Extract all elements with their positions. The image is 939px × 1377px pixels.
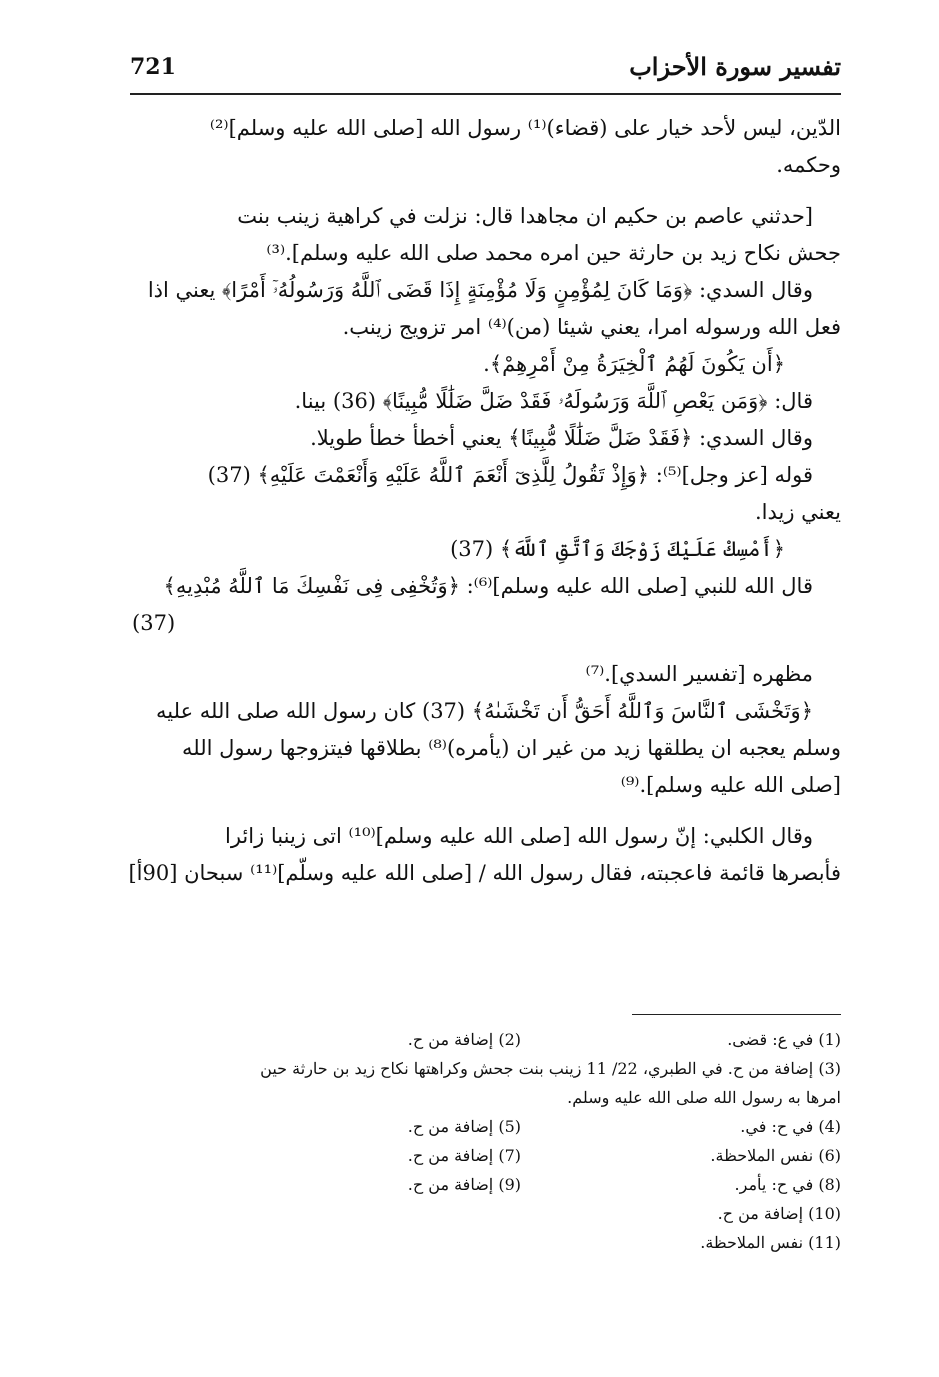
footnote-row: [132, 1054, 841, 1083]
footnote: (4) في ح: في.: [740, 1117, 841, 1136]
footnote: (5) إضافة من ح.: [407, 1117, 521, 1136]
text-line: قال: ﴿وَمَن يَعْصِ ٱللَّهَ وَرَسُولَهُۥ فَقَدْ ضَلَّ ضَلَٰلًا مُّبِينًا﴾ (36) بينا.: [294, 389, 813, 413]
footnote-row: [132, 1025, 841, 1054]
header-divider: [130, 93, 841, 95]
page-header: [130, 52, 841, 88]
footnote-row: [132, 1141, 841, 1170]
text-line: وقال الكلبي: إنّ رسول الله [صلى الله عليه وسلم]⁽¹⁰⁾ اتى زينبا زائرا: [224, 824, 813, 848]
footnote: امرها به رسول الله صلى الله عليه وسلم.: [567, 1088, 841, 1107]
footnote-row: [132, 1112, 841, 1141]
footnotes: [132, 1025, 841, 1257]
text-line: يعني زيدا.: [754, 500, 841, 524]
text-line: [حدثني عاصم بن حكيم ان مجاهدا قال: نزلت في كراهية زينب بنت: [237, 204, 813, 228]
running-title: تفسير سورة الأحزاب: [629, 52, 841, 81]
footnote: (10) إضافة من ح.: [717, 1204, 841, 1223]
footnote: (1) في ع: قضى.: [727, 1030, 841, 1049]
text-line: الدّين، ليس لأحد خيار على (قضاء)⁽¹⁾ رسول الله [صلى الله عليه وسلم]⁽²⁾: [209, 116, 841, 140]
text-line: وحكمه.: [776, 153, 841, 177]
text-line: مظهره [تفسير السدي].⁽⁷⁾: [585, 662, 813, 686]
text-line: وسلم يعجبه ان يطلقها زيد من غير ان (يأمره)⁽⁸⁾ بطلاقها فيتزوجها رسول الله: [181, 736, 841, 760]
text-line: ﴿وَتَخْشَى ٱلنَّاسَ وَٱللَّهُ أَحَقُّ أَن تَخْشَىٰهُ﴾ (37) كان رسول الله صلى الله عليه: [156, 699, 813, 723]
footnote-row: [132, 1083, 841, 1112]
footnote: (7) إضافة من ح.: [407, 1146, 521, 1165]
text-line: (37): [132, 611, 176, 635]
footnote-row: [132, 1199, 841, 1228]
text-line: ﴿أَن يَكُونَ لَهُمُ ٱلْخِيَرَةُ مِنْ أَمْرِهِمْ﴾.: [483, 352, 785, 376]
footnote: (11) نفس الملاحظة.: [700, 1233, 841, 1252]
footnote: (2) إضافة من ح.: [407, 1030, 521, 1049]
text-line: قوله [عز وجل]⁽⁵⁾: ﴿وَإِذْ تَقُولُ لِلَّذِىٓ أَنْعَمَ ٱللَّهُ عَلَيْهِ وَأَنْعَمْتَ عَلَيْهِ﴾ (37): [207, 463, 813, 487]
text-line: وقال السدي: ﴿وَمَا كَانَ لِمُؤْمِنٍ وَلَا مُؤْمِنَةٍ إِذَا قَضَى ٱللَّهُ وَرَسُولُهُۥٓ أَمْرًا﴾ يعني اذا: [147, 278, 813, 302]
footnote-row: [132, 1170, 841, 1199]
footnote: (6) نفس الملاحظة.: [710, 1146, 841, 1165]
footnote: (8) في ح: يأمر.: [734, 1175, 841, 1194]
footnote: (3) إضافة من ح. في الطبري، 22/ 11 زينب بنت جحش وكراهتها نكاح زيد بن حارثة حين: [260, 1059, 841, 1078]
text-line: فأبصرها قائمة فاعجبته، فقال رسول الله / [صلى الله عليه وسلّم]⁽¹¹⁾ سبحان [90أ]: [128, 861, 841, 885]
text-line: ﴿أَمْسِكْ عَلَيْكَ زَوْجَكَ وَٱتَّقِ ٱللَّهَ﴾ (37): [450, 537, 785, 561]
text-line: قال الله للنبي [صلى الله عليه وسلم]⁽⁶⁾: ﴿وَتُخْفِى فِى نَفْسِكَ مَا ٱللَّهُ مُبْدِيهِ﴾: [163, 574, 813, 598]
text-line: وقال السدي: ﴿فَقَدْ ضَلَّ ضَلَٰلًا مُّبِينًا﴾ يعني أخطأ خطأ طويلا.: [310, 426, 813, 450]
text-line: جحش نكاح زيد بن حارثة حين امره محمد صلى الله عليه وسلم].⁽³⁾: [266, 241, 841, 265]
page-number: 721: [130, 54, 176, 80]
footnote-row: [132, 1228, 841, 1257]
main-text: [128, 110, 841, 892]
text-line: [صلى الله عليه وسلم].⁽⁹⁾: [620, 773, 841, 797]
text-line: فعل الله ورسوله امرا، يعني شيئا (من)⁽⁴⁾ امر تزويج زينب.: [342, 315, 841, 339]
footnote-divider: [632, 1014, 841, 1015]
footnote: (9) إضافة من ح.: [407, 1175, 521, 1194]
